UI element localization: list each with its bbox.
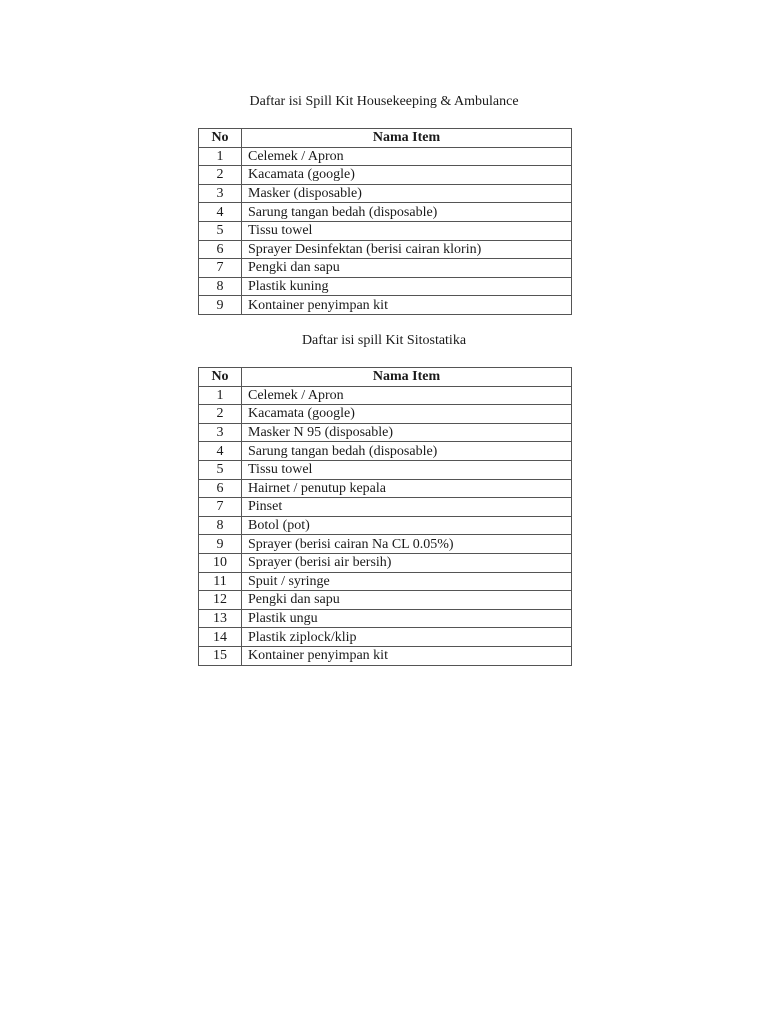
item-name: Masker (disposable) [242, 184, 572, 203]
section-title-sitostatika: Daftar isi spill Kit Sitostatika [301, 333, 467, 348]
item-name: Pengki dan sapu [242, 259, 572, 278]
column-header-no: No [199, 368, 242, 387]
table-row [199, 277, 572, 296]
item-name: Celemek / Apron [242, 386, 572, 405]
row-number: 4 [199, 442, 242, 461]
item-name: Pinset [242, 498, 572, 517]
table-row [199, 572, 572, 591]
section-title-housekeeping: Daftar isi Spill Kit Housekeeping & Ambulance [249, 94, 519, 109]
table-row [199, 535, 572, 554]
row-number: 12 [199, 591, 242, 610]
row-number: 14 [199, 628, 242, 647]
row-number: 7 [199, 498, 242, 517]
item-table-housekeeping [198, 128, 572, 315]
item-name: Tissu towel [242, 221, 572, 240]
row-number: 10 [199, 553, 242, 572]
table-row [199, 184, 572, 203]
table-header-row [199, 368, 572, 387]
table-row [199, 553, 572, 572]
table-row [199, 423, 572, 442]
row-number: 1 [199, 386, 242, 405]
column-header-name: Nama Item [242, 368, 572, 387]
item-name: Sprayer (berisi cairan Na CL 0.05%) [242, 535, 572, 554]
row-number: 3 [199, 184, 242, 203]
item-name: Kacamata (google) [242, 405, 572, 424]
item-name: Sarung tangan bedah (disposable) [242, 203, 572, 222]
table-row [199, 460, 572, 479]
row-number: 2 [199, 166, 242, 185]
table-row [199, 166, 572, 185]
row-number: 7 [199, 259, 242, 278]
table-header-row [199, 129, 572, 148]
row-number: 8 [199, 516, 242, 535]
table-row [199, 628, 572, 647]
table-row [199, 591, 572, 610]
item-name: Sarung tangan bedah (disposable) [242, 442, 572, 461]
item-name: Tissu towel [242, 460, 572, 479]
column-header-name: Nama Item [242, 129, 572, 148]
item-name: Kontainer penyimpan kit [242, 646, 572, 665]
item-name: Botol (pot) [242, 516, 572, 535]
item-name: Masker N 95 (disposable) [242, 423, 572, 442]
row-number: 6 [199, 479, 242, 498]
item-name: Plastik ungu [242, 609, 572, 628]
item-name: Kontainer penyimpan kit [242, 296, 572, 315]
row-number: 4 [199, 203, 242, 222]
row-number: 6 [199, 240, 242, 259]
row-number: 8 [199, 277, 242, 296]
table-row [199, 609, 572, 628]
row-number: 2 [199, 405, 242, 424]
item-name: Sprayer Desinfektan (berisi cairan klorin) [242, 240, 572, 259]
table-row [199, 442, 572, 461]
table-row [199, 240, 572, 259]
item-table-sitostatika [198, 367, 572, 666]
row-number: 5 [199, 460, 242, 479]
table-row [199, 296, 572, 315]
row-number: 13 [199, 609, 242, 628]
column-header-no: No [199, 129, 242, 148]
table-row [199, 405, 572, 424]
item-name: Hairnet / penutup kepala [242, 479, 572, 498]
row-number: 9 [199, 296, 242, 315]
table-row [199, 646, 572, 665]
item-name: Sprayer (berisi air bersih) [242, 553, 572, 572]
row-number: 1 [199, 147, 242, 166]
item-name: Kacamata (google) [242, 166, 572, 185]
table-row [199, 259, 572, 278]
row-number: 3 [199, 423, 242, 442]
row-number: 5 [199, 221, 242, 240]
item-name: Pengki dan sapu [242, 591, 572, 610]
row-number: 9 [199, 535, 242, 554]
item-name: Plastik kuning [242, 277, 572, 296]
row-number: 15 [199, 646, 242, 665]
table-row [199, 221, 572, 240]
item-name: Spuit / syringe [242, 572, 572, 591]
table-row [199, 479, 572, 498]
item-name: Celemek / Apron [242, 147, 572, 166]
item-name: Plastik ziplock/klip [242, 628, 572, 647]
table-row [199, 498, 572, 517]
table-row [199, 386, 572, 405]
table-row [199, 516, 572, 535]
table-row [199, 147, 572, 166]
row-number: 11 [199, 572, 242, 591]
table-row [199, 203, 572, 222]
